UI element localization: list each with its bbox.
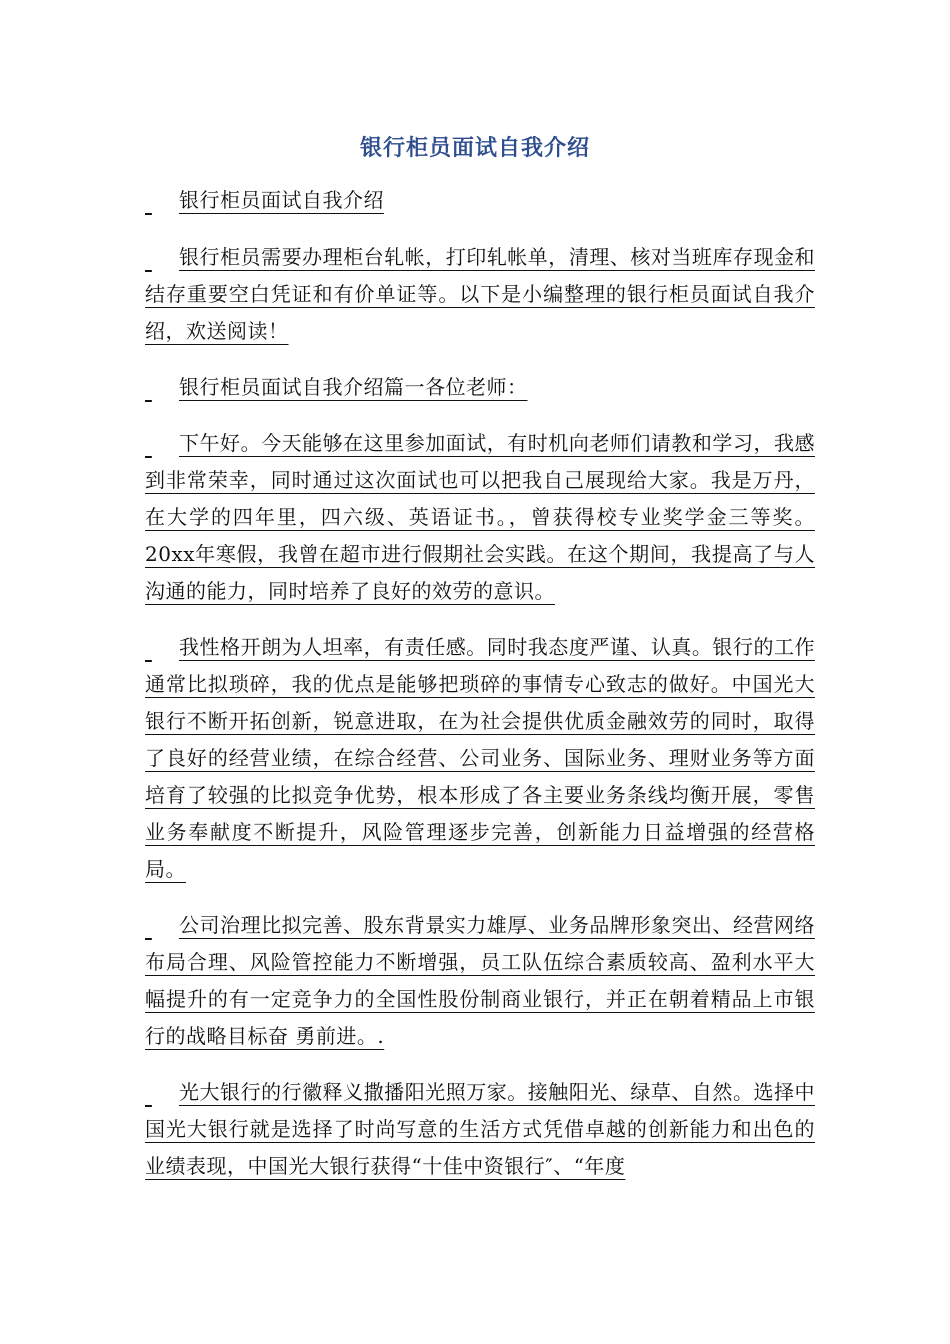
indent-space xyxy=(145,369,179,406)
indent-space xyxy=(145,182,179,219)
indent-space xyxy=(145,1074,179,1111)
paragraph-personality xyxy=(145,629,815,888)
indent-space xyxy=(145,629,179,666)
paragraph-subtitle xyxy=(145,182,815,219)
paragraph-text: 我性格开朗为人坦率，有责任感。同时我态度严谨、认真。银行的工作通常比拟琐碎，我的优点是能够把琐碎的事情专心致志的做好。中国光大银行不断开拓创新，锐意进取，在为社会提供优质金融效劳的同时，取得了良好的经营业绩，在综合经营、公司业务、国际业务、理财业务等方面培育了较强的比拟竞争优势，根本形成了各主要业务条线均衡开展，零售业务奉献度不断提升，风险管理逐步完善，创新能力日益增强的经营格局。 xyxy=(145,635,815,881)
paragraph-text: 下午好。今天能够在这里参加面试，有时机向老师们请教和学习，我感到非常荣幸，同时通过这次面试也可以把我自己展现给大家。我是万丹，在大学的四年里，四六级、英语证书。，曾获得校专业奖学金三等奖。20xx年寒假，我曾在超市进行假期社会实践。在这个期间，我提高了与人沟通的能力，同时培养了良好的效劳的意识。 xyxy=(145,431,815,603)
indent-space xyxy=(145,907,179,944)
paragraph-text: 银行柜员需要办理柜台轧帐，打印轧帐单，清理、核对当班库存现金和结存重要空白凭证和有价单证等。以下是小编整理的银行柜员面试自我介绍，欢送阅读！ xyxy=(145,245,815,343)
paragraph-governance xyxy=(145,907,815,1055)
paragraph-text: 银行柜员面试自我介绍篇一各位老师： xyxy=(179,375,528,399)
document-title: 银行柜员面试自我介绍 xyxy=(359,136,590,161)
indent-space xyxy=(145,239,179,276)
paragraph-greeting xyxy=(145,425,815,610)
indent-space xyxy=(145,425,179,462)
paragraph-logo xyxy=(145,1074,815,1185)
paragraph-text: 银行柜员面试自我介绍 xyxy=(179,188,384,212)
paragraph-text: 公司治理比拟完善、股东背景实力雄厚、业务品牌形象突出、经营网络布局合理、风险管控能力不断增强，员工队伍综合素质较高、盈利水平大幅提升的有一定竞争力的全国性股份制商业银行，并正在朝着精品上市银行的战略目标奋 勇前进。. xyxy=(145,913,815,1048)
document-body xyxy=(145,182,815,1204)
paragraph-text: 光大银行的行徽释义撒播阳光照万家。接触阳光、绿草、自然。选择中国光大银行就是选择了时尚写意的生活方式凭借卓越的创新能力和出色的业绩表现，中国光大银行获得“十佳中资银行″、“年度 xyxy=(145,1080,815,1178)
paragraph-intro xyxy=(145,239,815,350)
paragraph-heading-one xyxy=(145,369,815,406)
